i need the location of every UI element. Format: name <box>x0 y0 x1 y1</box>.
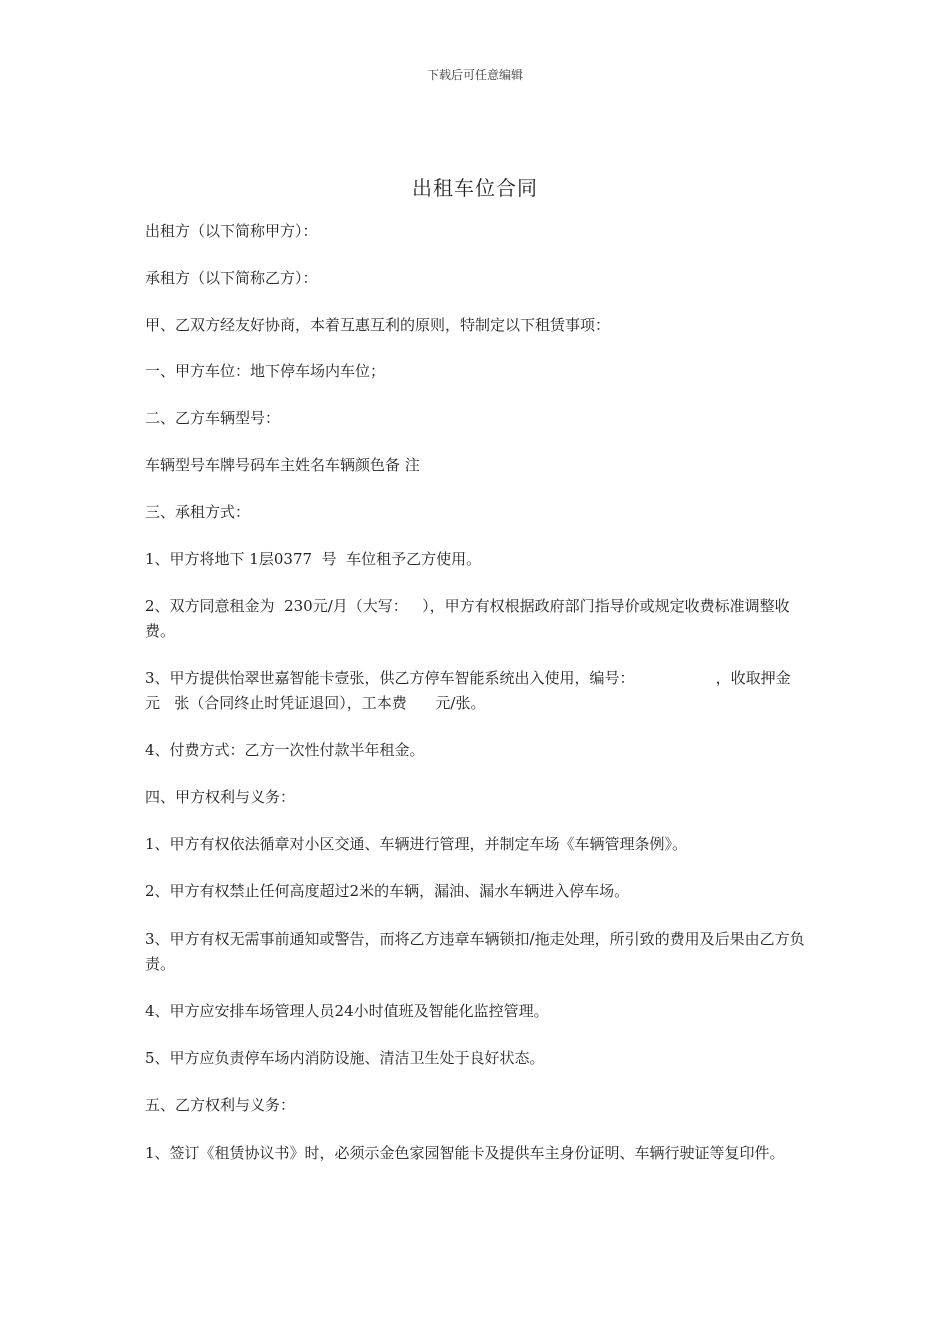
paragraph-3-1: 1、甲方将地下 1层0377 号 车位租予乙方使用。 <box>145 550 482 568</box>
paragraph-3-2: 2、双方同意租金为 230元/月（大写： ），甲方有权根据政府部门指导价或规定收费标准调整收费。 <box>145 597 790 640</box>
paragraph-section-5: 五、乙方权利与义务： <box>145 1096 296 1114</box>
paragraph-vehicle-fields: 车辆型号车牌号码车主姓名车辆颜色备 注 <box>145 456 420 474</box>
paragraph-section-3: 三、承租方式： <box>145 503 251 521</box>
paragraph-4-3: 3、甲方有权无需事前通知或警告，而将乙方违章车辆锁扣/拖走处理，所引致的费用及后果由乙方负责。 <box>145 930 805 973</box>
header-note: 下载后可任意编辑 <box>426 68 523 82</box>
paragraph-lessee: 承租方（以下简称乙方）： <box>145 269 318 287</box>
paragraph-4-5: 5、甲方应负责停车场内消防设施、清洁卫生处于良好状态。 <box>145 1049 545 1067</box>
paragraph-5-1: 1、签订《租赁协议书》时，必须示金色家园智能卡及提供车主身份证明、车辆行驶证等复印件。 <box>145 1144 785 1162</box>
document-title: 出租车位合同 <box>412 176 538 200</box>
paragraph-section-4: 四、甲方权利与义务： <box>145 788 296 806</box>
paragraph-3-3: 3、甲方提供怡翠世嘉智能卡壹张，供乙方停车智能系统出入使用，编号： ，收取押金 元 张（合同终止时凭证退回），工本费 元/张。 <box>145 669 834 712</box>
paragraph-4-4: 4、甲方应安排车场管理人员24小时值班及智能化监控管理。 <box>145 1002 549 1020</box>
paragraph-intro: 甲、乙双方经友好协商，本着互惠互利的原则，特制定以下租赁事项： <box>145 316 611 334</box>
paragraph-4-1: 1、甲方有权依法循章对小区交通、车辆进行管理，并制定车场《车辆管理条例》。 <box>145 835 688 853</box>
paragraph-section-1: 一、甲方车位：地下停车场内车位； <box>145 362 386 380</box>
paragraph-3-4: 4、付费方式：乙方一次性付款半年租金。 <box>145 741 425 759</box>
paragraph-lessor: 出租方（以下简称甲方）： <box>145 222 318 240</box>
paragraph-4-2: 2、甲方有权禁止任何高度超过2米的车辆，漏油、漏水车辆进入停车场。 <box>145 882 630 900</box>
paragraph-section-2: 二、乙方车辆型号： <box>145 409 281 427</box>
